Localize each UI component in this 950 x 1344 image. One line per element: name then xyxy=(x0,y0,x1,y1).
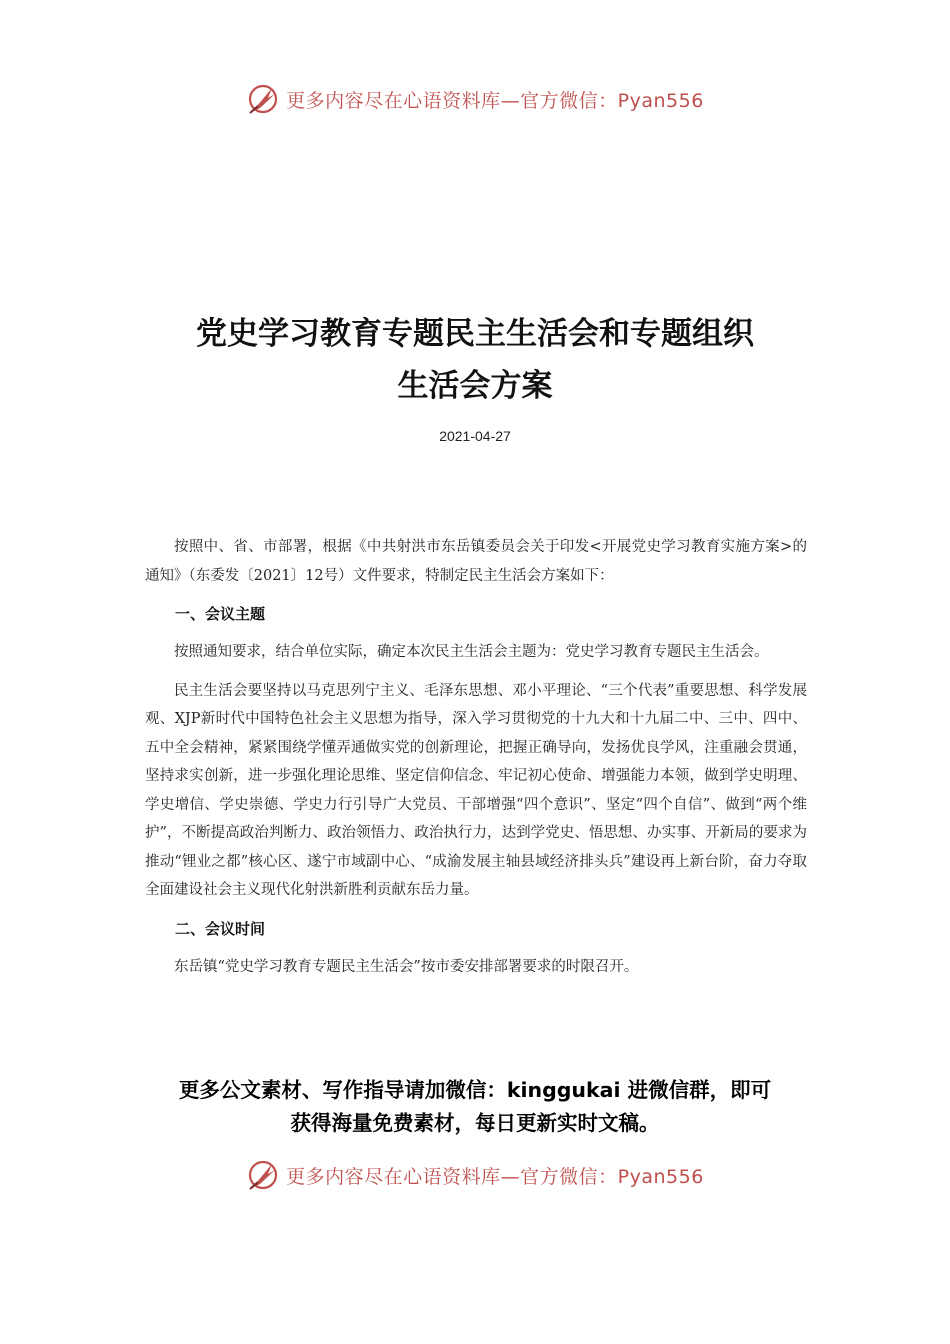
section-1-paragraph-1: 按照通知要求，结合单位实际，确定本次民主生活会主题为：党史学习教育专题民主生活会。 xyxy=(174,644,769,660)
section-2-paragraph-1: 东岳镇“党史学习教育专题民主生活会”按市委安排部署要求的时限召开。 xyxy=(174,958,639,975)
section-2-heading: 二、会议时间 xyxy=(175,919,266,938)
title-line-2: 生活会方案 xyxy=(397,368,553,404)
promo-banner xyxy=(120,1074,830,1140)
section-1-heading: 一、会议主题 xyxy=(175,605,266,623)
title-line-1: 党史学习教育专题民主生活会和专题组织 xyxy=(196,316,754,352)
document-date: 2021-04-27 xyxy=(439,428,511,444)
footer-watermark xyxy=(0,1158,950,1192)
watermark-text: 更多内容尽在心语资料库—官方微信：Pyan556 xyxy=(286,89,704,112)
header-watermark xyxy=(0,82,950,116)
quill-logo-icon xyxy=(246,1158,280,1192)
quill-logo-icon xyxy=(246,82,280,116)
intro-paragraph: 按照中、省、市部署，根据《中共射洪市东岳镇委员会关于印发<开展党史学习教育实施方案>的通知》（东委发〔2021〕12号）文件要求，特制定民主生活会方案如下： xyxy=(145,539,807,584)
promo-line-2: 获得海量免费素材，每日更新实时文稿。 xyxy=(290,1111,660,1135)
section-1-paragraph-2: 民主生活会要坚持以马克思列宁主义、毛泽东思想、邓小平理论、“三个代表”重要思想、科学发展观、XJP新时代中国特色社会主义思想为指导，深入学习贯彻党的十九大和十九届二中、三中、四中、五中全会精神，紧紧围绕学懂弄通做实党的创新理论，把握正确导向，发扬优良学风，注重融会贯通，坚持求实创新，进一步强化理论思维、坚定信仰信念、牢记初心使命、增强能力本领，做到学史明理、学史增信、学史崇德、学史力行引导广大党员、干部增强“四个意识”、坚定“四个自信”、做到“两个维护”，不断提高政治判断力、政治领悟力、政治执行力，达到学党史、悟思想、办实事、开新局的要求为推动“锂业之都”核心区、遂宁市域副中心、“成渝发展主轴县域经济排头兵”建设再上新台阶，奋力夺取全面建设社会主义现代化射洪新胜利贡献东岳力量。 xyxy=(145,682,807,898)
document-body xyxy=(145,533,807,991)
watermark-text: 更多内容尽在心语资料库—官方微信：Pyan556 xyxy=(286,1165,704,1188)
promo-line-1: 更多公文素材、写作指导请加微信：kinggukai 进微信群，即可 xyxy=(178,1078,772,1102)
document-title xyxy=(140,308,810,412)
